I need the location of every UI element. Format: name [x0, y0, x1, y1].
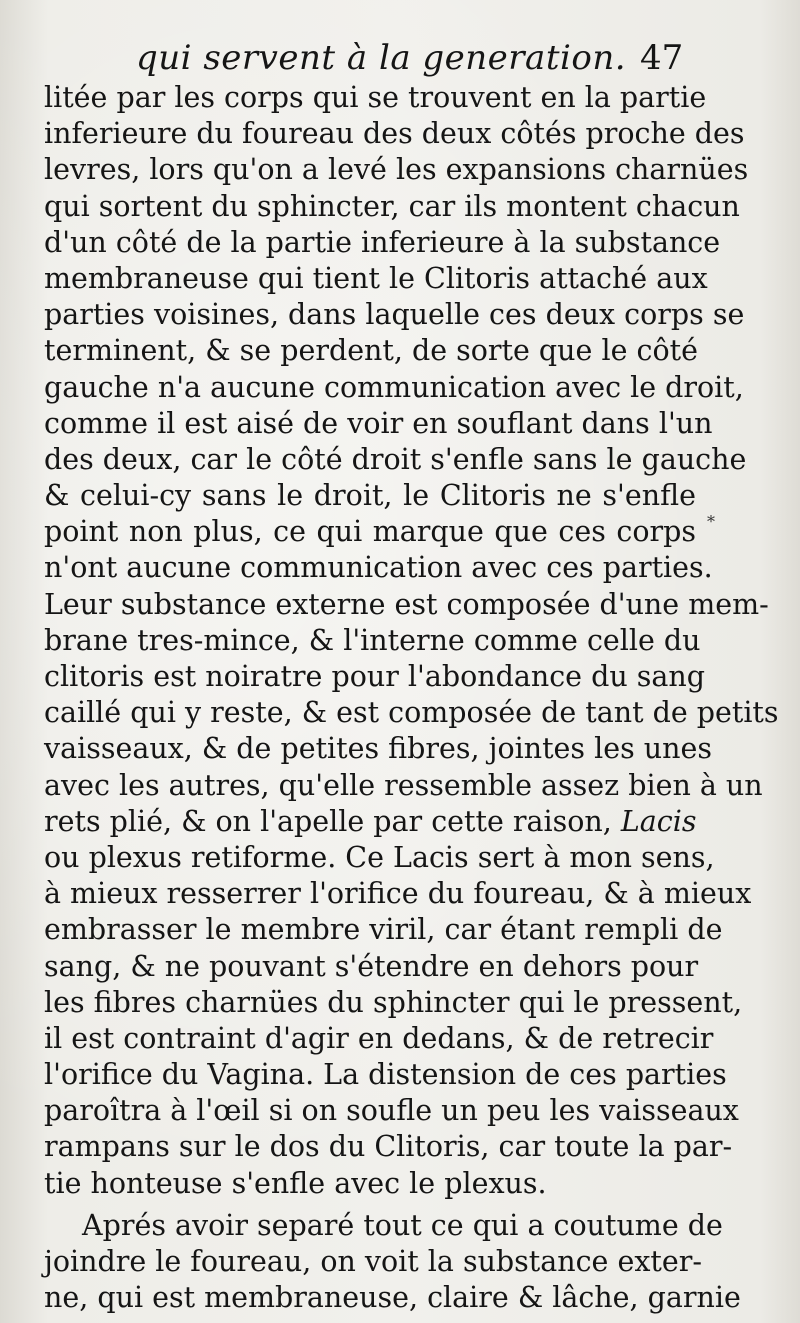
text-line: tie honteuse s'enfle avec le plexus.: [44, 1166, 547, 1200]
text-line: comme il est aisé de voir en souflant dans l'un: [44, 406, 713, 440]
text-line: avec les autres, qu'elle ressemble assez bien à un: [44, 768, 763, 802]
text-line: litée par les corps qui se trouvent en la partie: [44, 81, 707, 114]
text-line: point non plus, ce qui marque que ces corps: [44, 515, 696, 549]
page-header: [0, 38, 800, 84]
text-line: terminent, & se perdent, de sorte que le côté: [44, 334, 698, 368]
text-line: clitoris est noiratre pour l'abondance du sang: [44, 660, 705, 693]
text-line: sang, & ne pouvant s'étendre en dehors pour: [44, 949, 699, 983]
text-line: il est contraint d'agir en dedans, & de retrecir: [44, 1021, 714, 1055]
text-line: Leur substance externe est composée d'une mem-: [44, 587, 769, 621]
text-line: n'ont aucune communication avec ces parties.: [44, 551, 713, 585]
text-line: à mieux resserrer l'orifice du foureau, & à mieux: [44, 877, 752, 911]
paragraph-2: [44, 1208, 741, 1317]
page-number: 47: [640, 38, 684, 78]
text-line: embrasser le membre viril, car étant rempli de: [44, 913, 723, 947]
text-line: d'un côté de la partie inferieure à la substance: [44, 225, 721, 259]
text-line: paroîtra à l'œil si on soufle un peu les vaisseaux: [44, 1094, 739, 1128]
text-line: brane tres-mince, & l'interne comme celle du: [44, 623, 701, 657]
italic-term: Lacis: [620, 804, 697, 838]
text-line: gauche n'a aucune communication avec le droit,: [44, 370, 744, 404]
text-line: rets plié, & on l'apelle par cette raison, Lacis: [44, 804, 697, 838]
text-line: levres, lors qu'on a levé les expansions charnües: [44, 153, 749, 187]
text-line: inferieure du foureau des deux côtés proche des: [44, 117, 745, 151]
margin-mark: *: [707, 512, 715, 531]
text-line: & celui-cy sans le droit, le Clitoris ne s'enfle: [44, 479, 696, 513]
text-line: ou plexus retiforme. Ce Lacis sert à mon sens,: [44, 840, 715, 874]
paragraph-1: [44, 80, 779, 1202]
text-line: vaisseaux, & de petites fibres, jointes les unes: [44, 732, 712, 766]
text-line: qui sortent du sphincter, car ils montent chacun: [44, 189, 740, 223]
text-line: joindre le foureau, on voit la substance exter-: [44, 1245, 702, 1278]
text-line: ne, qui est membraneuse, claire & lâche, garnie: [44, 1281, 741, 1315]
text-line: l'orifice du Vagina. La distension de ces parties: [44, 1058, 727, 1092]
text-line: les fibres charnües du sphincter qui le pressent,: [44, 985, 743, 1019]
running-title: qui servent à la generation.: [136, 38, 627, 78]
body-text: [44, 80, 779, 1316]
text-line: Aprés avoir separé tout ce qui a coutume de: [82, 1208, 723, 1242]
text-line: des deux, car le côté droit s'enfle sans le gauche: [44, 442, 747, 476]
text-line: membraneuse qui tient le Clitoris attaché aux: [44, 261, 708, 295]
text-line: parties voisines, dans laquelle ces deux corps se: [44, 298, 745, 332]
text-line: caillé qui y reste, & est composée de tant de petits: [44, 696, 779, 730]
text-line: rampans sur le dos du Clitoris, car toute la par-: [44, 1130, 733, 1164]
